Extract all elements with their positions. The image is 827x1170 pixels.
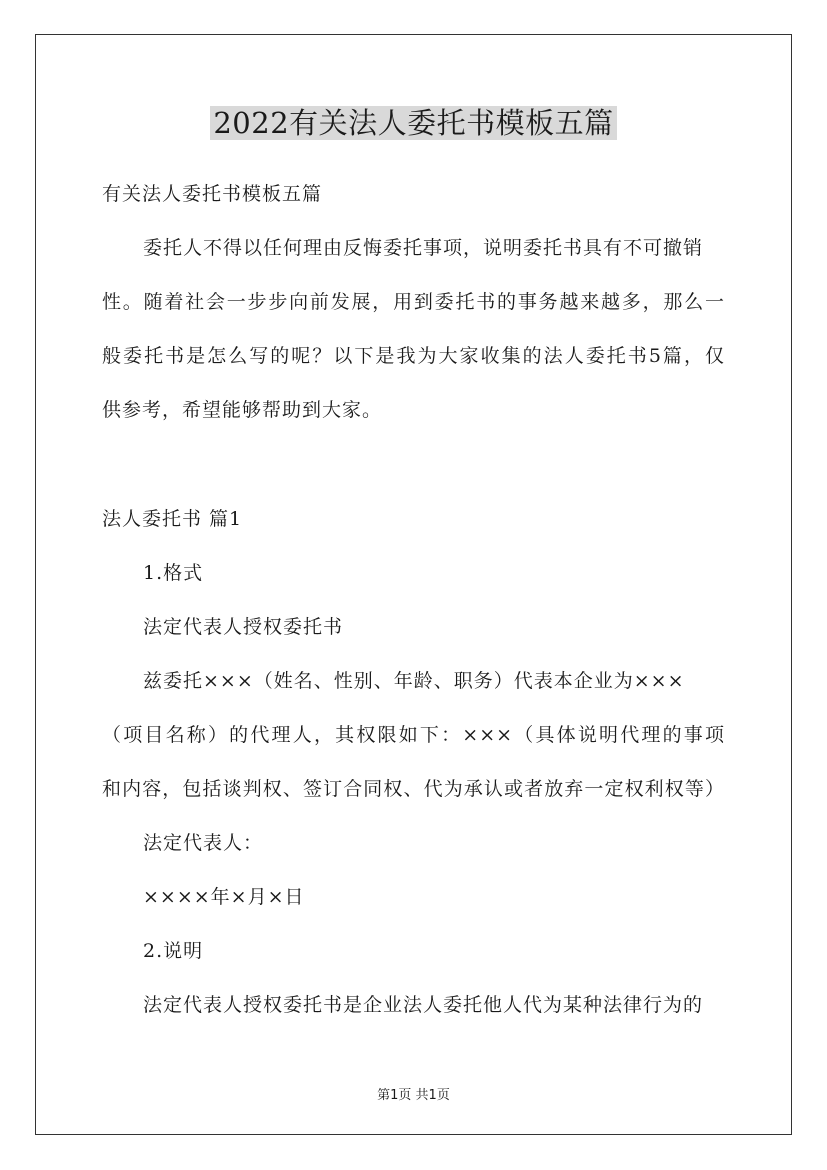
item1-heading: 1.格式	[143, 562, 204, 584]
date-line: ××××年×月×日	[143, 886, 305, 908]
document-title-wrap	[0, 103, 827, 143]
document-subtitle: 有关法人委托书模板五篇	[102, 183, 323, 205]
page-footer	[0, 1084, 827, 1103]
intro-line-3: 般委托书是怎么写的呢？以下是我为大家收集的法人委托书5篇，仅	[102, 345, 725, 367]
section-heading: 法人委托书 篇1	[102, 508, 243, 530]
last-line: 法定代表人授权委托书是企业法人委托他人代为某种法律行为的	[143, 994, 704, 1016]
body-line-1: 兹委托×××（姓名、性别、年龄、职务）代表本企业为×××	[143, 670, 685, 692]
item2-heading: 2.说明	[143, 940, 204, 962]
intro-line-2: 性。随着社会一步步向前发展，用到委托书的事务越来越多，那么一	[102, 291, 725, 313]
intro-line-4: 供参考，希望能够帮助到大家。	[102, 399, 383, 421]
signature-label: 法定代表人：	[143, 832, 264, 854]
body-line-2: （项目名称）的代理人，其权限如下：×××（具体说明代理的事项	[102, 724, 725, 746]
body-line-3: 和内容，包括谈判权、签订合同权、代为承认或者放弃一定权利权等）	[102, 778, 725, 800]
document-title: 2022有关法人委托书模板五篇	[210, 106, 616, 140]
form-title: 法定代表人授权委托书	[143, 616, 344, 638]
intro-line-1: 委托人不得以任何理由反悔委托事项，说明委托书具有不可撤销	[143, 237, 704, 259]
page-number: 第1页 共1页	[377, 1088, 450, 1103]
